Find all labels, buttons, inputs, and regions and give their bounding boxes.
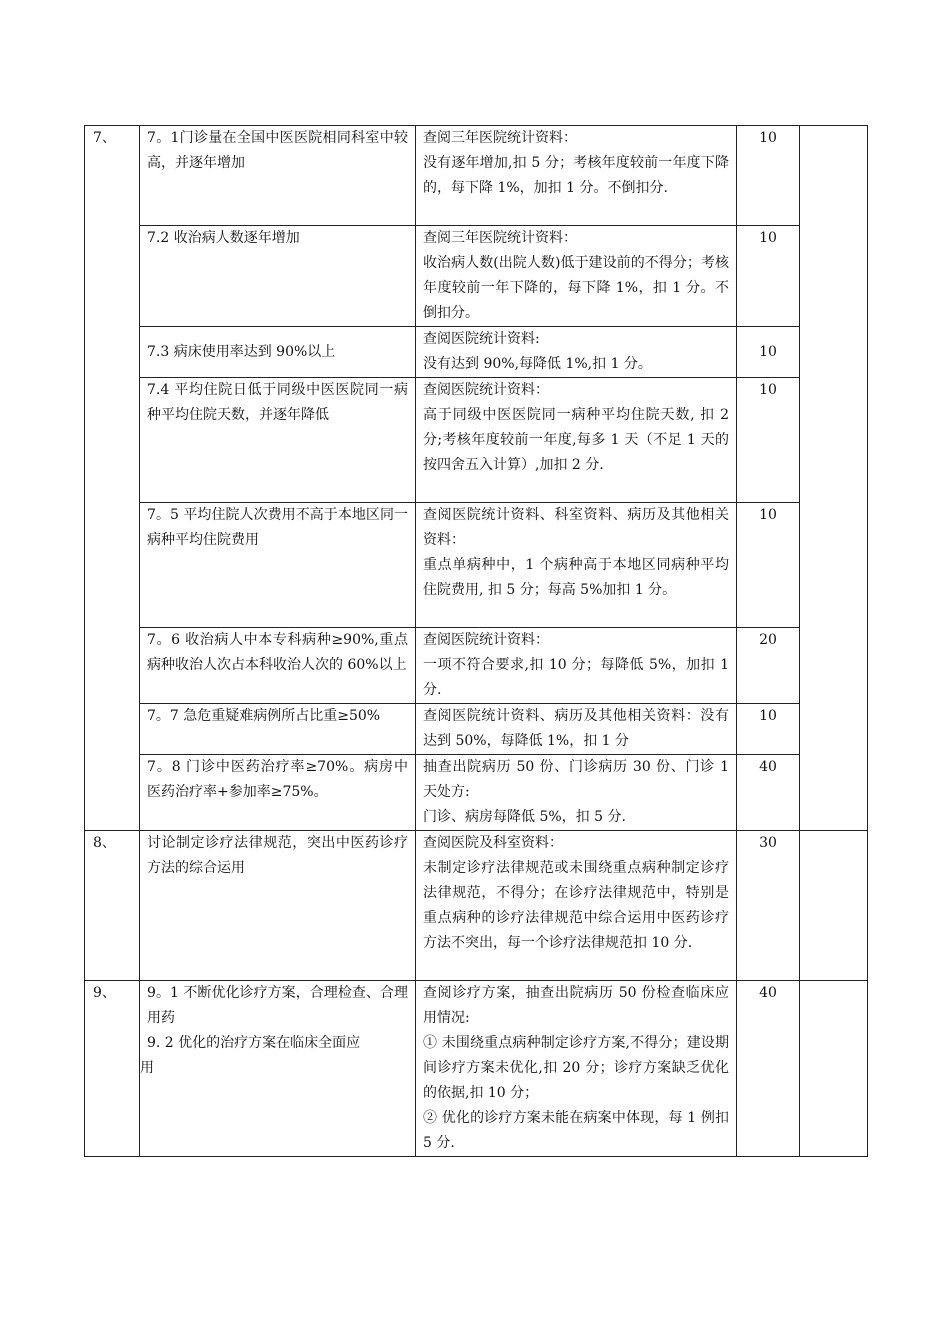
points-cell: 40 (737, 981, 800, 1157)
points-cell: 30 (737, 831, 800, 981)
score-cell (800, 981, 868, 1157)
points-cell: 10 (737, 704, 800, 755)
table-row (85, 831, 868, 981)
table-row (85, 704, 868, 755)
points-cell: 10 (737, 378, 800, 503)
item-number: 7、 (85, 126, 140, 831)
method-line: 查阅诊疗方案，抽查出院病历 50 份检查临床应用情况: (423, 985, 729, 1026)
criteria-cell: 7。5 平均住院人次费用不高于本地区同一病种平均住院费用 (140, 503, 416, 628)
method-line: 查阅医院统计资料、科室资料、病历及其他相关资料： (423, 507, 729, 548)
method-cell (416, 704, 737, 755)
table-row (85, 126, 868, 226)
score-cell (800, 831, 868, 981)
table-row (85, 327, 868, 378)
method-line: 查阅三年医院统计资料： (423, 130, 577, 146)
method-line: 高于同级中医医院同一病种平均住院天数, 扣 2 分;考核年度较前一年度,每多 1 天（不足 1 天的按四舍五入计算）,加扣 2 分. (423, 407, 729, 473)
points-cell: 20 (737, 628, 800, 704)
points-cell: 10 (737, 327, 800, 378)
criteria-cell: 讨论制定诊疗法律规范，突出中医药诊疗方法的综合运用 (140, 831, 416, 981)
method-line: 查阅医院统计资料、病历及其他相关资料：没有达到 50%，每降低 1%，扣 1 分 (423, 708, 729, 749)
points-cell: 10 (737, 503, 800, 628)
method-line: 查阅医院统计资料： (423, 382, 549, 398)
method-cell (416, 378, 737, 503)
method-cell (416, 327, 737, 378)
table-row (85, 981, 868, 1157)
method-line: 没有达到 90%,每降低 1%,扣 1 分。 (423, 356, 652, 372)
criteria-cell: 7.2 收治病人数逐年增加 (140, 226, 416, 327)
evaluation-table-page (84, 125, 867, 1157)
method-line: 查阅医院及科室资料： (423, 835, 563, 851)
method-cell (416, 981, 737, 1157)
table-row (85, 378, 868, 503)
criteria-cell: 7。6 收治病人中本专科病种≥90%,重点病种收治人次占本科收治人次的 60%以上 (140, 628, 416, 704)
method-cell (416, 226, 737, 327)
criteria-cell: 7。1门诊量在全国中医医院相同科室中较高，并逐年增加 (140, 126, 416, 226)
method-cell (416, 628, 737, 704)
method-line: 查阅三年医院统计资料： (423, 230, 577, 246)
criteria-cell: 7.4 平均住院日低于同级中医医院同一病种平均住院天数，并逐年降低 (140, 378, 416, 503)
points-cell: 10 (737, 126, 800, 226)
item-number: 9、 (85, 981, 140, 1157)
criteria-cell (140, 981, 416, 1157)
method-line: 抽查出院病历 50 份、门诊病历 30 份、门诊 1 天处方: (423, 759, 729, 800)
method-line: 查阅医院统计资料： (423, 632, 549, 648)
method-cell (416, 831, 737, 981)
method-line: 没有逐年增加,扣 5 分；考核年度较前一年度下降的，每下降 1%，加扣 1 分。不倒扣分. (423, 155, 729, 196)
table-row (85, 226, 868, 327)
method-line: 收治病人数(出院人数)低于建设前的不得分；考核年度较前一年下降的，每下降 1%，扣 1 分。不倒扣分。 (423, 255, 729, 321)
criteria-cell: 7。7 急危重疑难病例所占比重≥50% (140, 704, 416, 755)
method-line: 门诊、病房每降低 5%，扣 5 分. (423, 809, 626, 825)
criteria-line: 用 (140, 1060, 154, 1076)
method-cell (416, 503, 737, 628)
criteria-line: 9. 2 优化的治疗方案在临床全面应 (147, 1035, 361, 1051)
criteria-line: 9。1 不断优化诊疗方案，合理检查、合理用药 (147, 985, 408, 1026)
method-line: 查阅医院统计资料: (423, 331, 540, 347)
method-line: ① 未围绕重点病种制定诊疗方案,不得分；建设期间诊疗方案未优化,扣 20 分；诊疗方案缺乏优化的依据,扣 10 分； (423, 1035, 729, 1101)
method-cell (416, 126, 737, 226)
score-cell (800, 126, 868, 831)
method-cell (416, 755, 737, 831)
points-cell: 40 (737, 755, 800, 831)
method-line: ② 优化的诊疗方案未能在病案中体现，每 1 例扣 5 分. (423, 1110, 729, 1151)
criteria-cell: 7.3 病床使用率达到 90%以上 (140, 327, 416, 378)
points-cell: 10 (737, 226, 800, 327)
method-line: 未制定诊疗法律规范或未围绕重点病种制定诊疗法律规范，不得分；在诊疗法律规范中，特别是重点病种的诊疗法律规范中综合运用中医药诊疗方法不突出，每一个诊疗法律规范扣 10 分. (423, 860, 729, 951)
method-line: 重点单病种中，1 个病种高于本地区同病种平均住院费用, 扣 5 分；每高 5%加扣 1 分。 (423, 557, 729, 598)
table-row (85, 503, 868, 628)
evaluation-table (84, 125, 868, 1157)
criteria-cell: 7。8 门诊中医药治疗率≥70%。病房中医药治疗率+参加率≥75%。 (140, 755, 416, 831)
table-row (85, 628, 868, 704)
item-number: 8、 (85, 831, 140, 981)
method-line: 一项不符合要求,扣 10 分；每降低 5%，加扣 1 分. (423, 657, 729, 698)
table-row (85, 755, 868, 831)
